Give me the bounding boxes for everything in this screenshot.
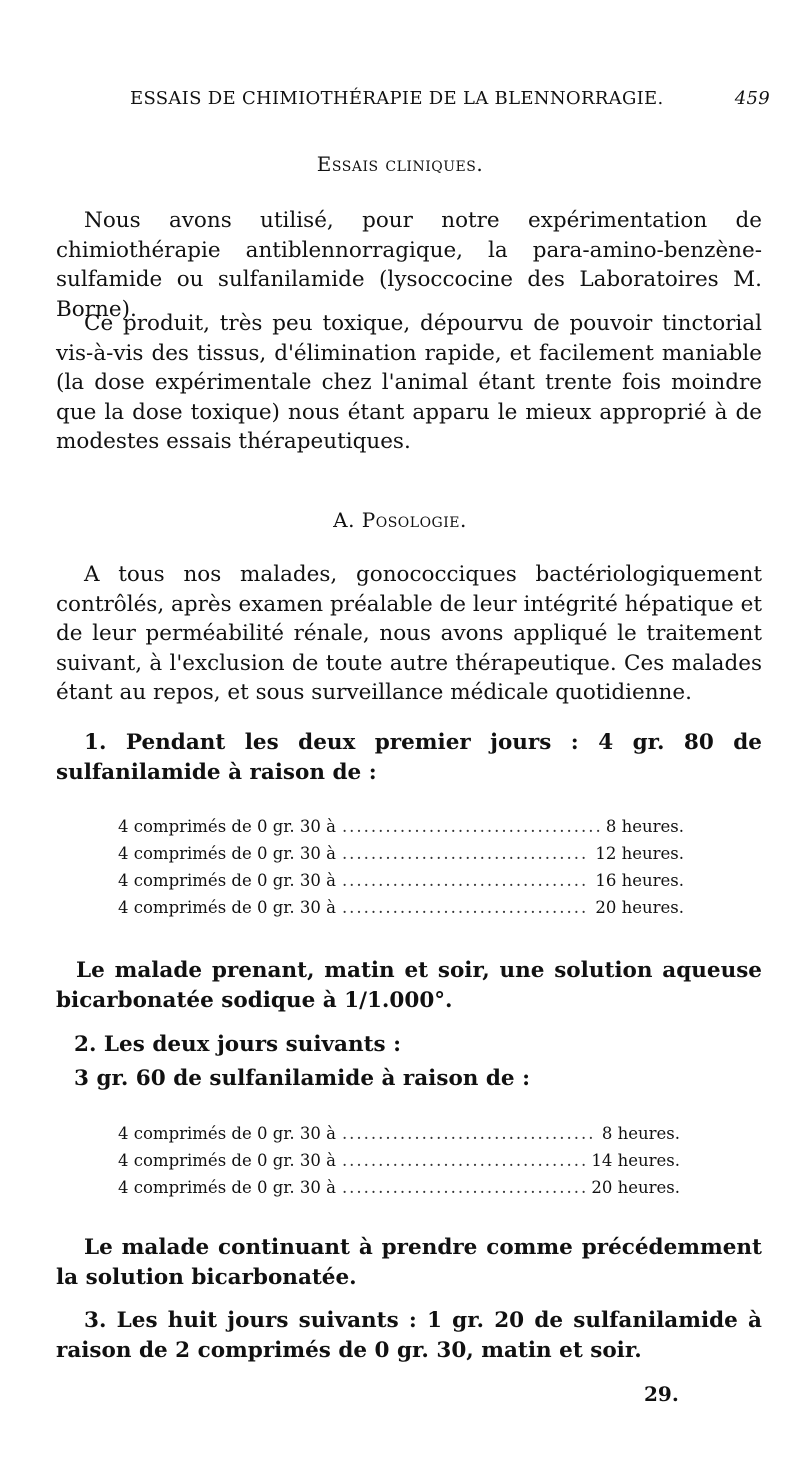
dose-description: 4 comprimés de 0 gr. 30 à xyxy=(118,817,336,836)
paragraph-step-2-line-2: 3 gr. 60 de sulfanilamide à raison de : xyxy=(74,1066,531,1091)
dose-time: 14 heures. xyxy=(591,1151,680,1170)
dose-description: 4 comprimés de 0 gr. 30 à xyxy=(118,1178,336,1197)
dose-time: 20 heures. xyxy=(591,1178,680,1197)
leader-dots xyxy=(342,1147,585,1174)
dose-time: 16 heures. xyxy=(595,871,684,890)
leader-dots xyxy=(342,867,589,894)
dose-row xyxy=(118,840,684,867)
dose-time: 12 heures. xyxy=(595,844,684,863)
dose-description: 4 comprimés de 0 gr. 30 à xyxy=(118,1124,336,1143)
dose-row xyxy=(118,1174,680,1201)
dose-description: 4 comprimés de 0 gr. 30 à xyxy=(118,871,336,890)
section-title-posologie: A. Posologie. xyxy=(333,508,467,532)
dose-description: 4 comprimés de 0 gr. 30 à xyxy=(118,1151,336,1170)
dose-row xyxy=(118,1147,680,1174)
section-title-essais-cliniques: Essais cliniques. xyxy=(316,152,484,176)
dose-row xyxy=(118,867,684,894)
paragraph-step-3: 3. Les huit jours suivants : 1 gr. 20 de sulfanilamide à raison de 2 comprimés de 0 gr. 30, matin et soir. xyxy=(56,1308,762,1363)
paragraph-malades: A tous nos malades, gonococciques bactériologiquement contrôlés, après examen préalable de leur intégrité hépatique et de leur perméabilité rénale, nous avons appliqué le traitement suivant, à l'exclusion de toute autre thérapeutique. Ces malades étant au repos, et sous surveillance médicale quotidienne. xyxy=(56,562,762,705)
paragraph-note-1: Le malade prenant, matin et soir, une solution aqueuse bicarbonatée sodique à 1/1.000°. xyxy=(56,958,762,1013)
leader-dots xyxy=(342,840,589,867)
dose-time: 20 heures. xyxy=(595,898,684,917)
page-number: 459 xyxy=(734,88,770,109)
dose-description: 4 comprimés de 0 gr. 30 à xyxy=(118,844,336,863)
dose-description: 4 comprimés de 0 gr. 30 à xyxy=(118,898,336,917)
leader-dots xyxy=(342,1120,596,1147)
dose-row xyxy=(118,894,684,921)
paragraph-step-1: 1. Pendant les deux premier jours : 4 gr. 80 de sulfanilamide à raison de : xyxy=(56,730,762,785)
paragraph-produit: Ce produit, très peu toxique, dépourvu de pouvoir tinctorial vis-à-vis des tissus, d'élimination rapide, et facilement maniable (la dose expérimentale chez l'animal étant trente fois moindre que la dose toxique) nous étant apparu le mieux approprié à de modestes essais thérapeutiques. xyxy=(56,311,762,454)
paragraph-step-2-line-1: 2. Les deux jours suivants : xyxy=(74,1032,402,1057)
dose-table-2 xyxy=(118,1120,680,1201)
dose-table-1 xyxy=(118,813,684,921)
dose-row xyxy=(118,813,684,840)
dose-time: 8 heures. xyxy=(605,817,684,836)
dose-time: 8 heures. xyxy=(601,1124,680,1143)
paragraph-intro: Nous avons utilisé, pour notre expérimentation de chimiothérapie antiblennorragique, la para-amino-benzène-sulfamide ou sulfanilamide (lysoccocine des Laboratoires M. Borne). xyxy=(56,208,762,322)
paragraph-note-2: Le malade continuant à prendre comme précédemment la solution bicarbonatée. xyxy=(56,1235,762,1290)
dose-row xyxy=(118,1120,680,1147)
leader-dots xyxy=(342,1174,585,1201)
signature-mark: 29. xyxy=(644,1382,679,1406)
running-title: ESSAIS DE CHIMIOTHÉRAPIE DE LA BLENNORRAGIE. xyxy=(130,88,664,109)
leader-dots xyxy=(342,813,600,840)
leader-dots xyxy=(342,894,589,921)
